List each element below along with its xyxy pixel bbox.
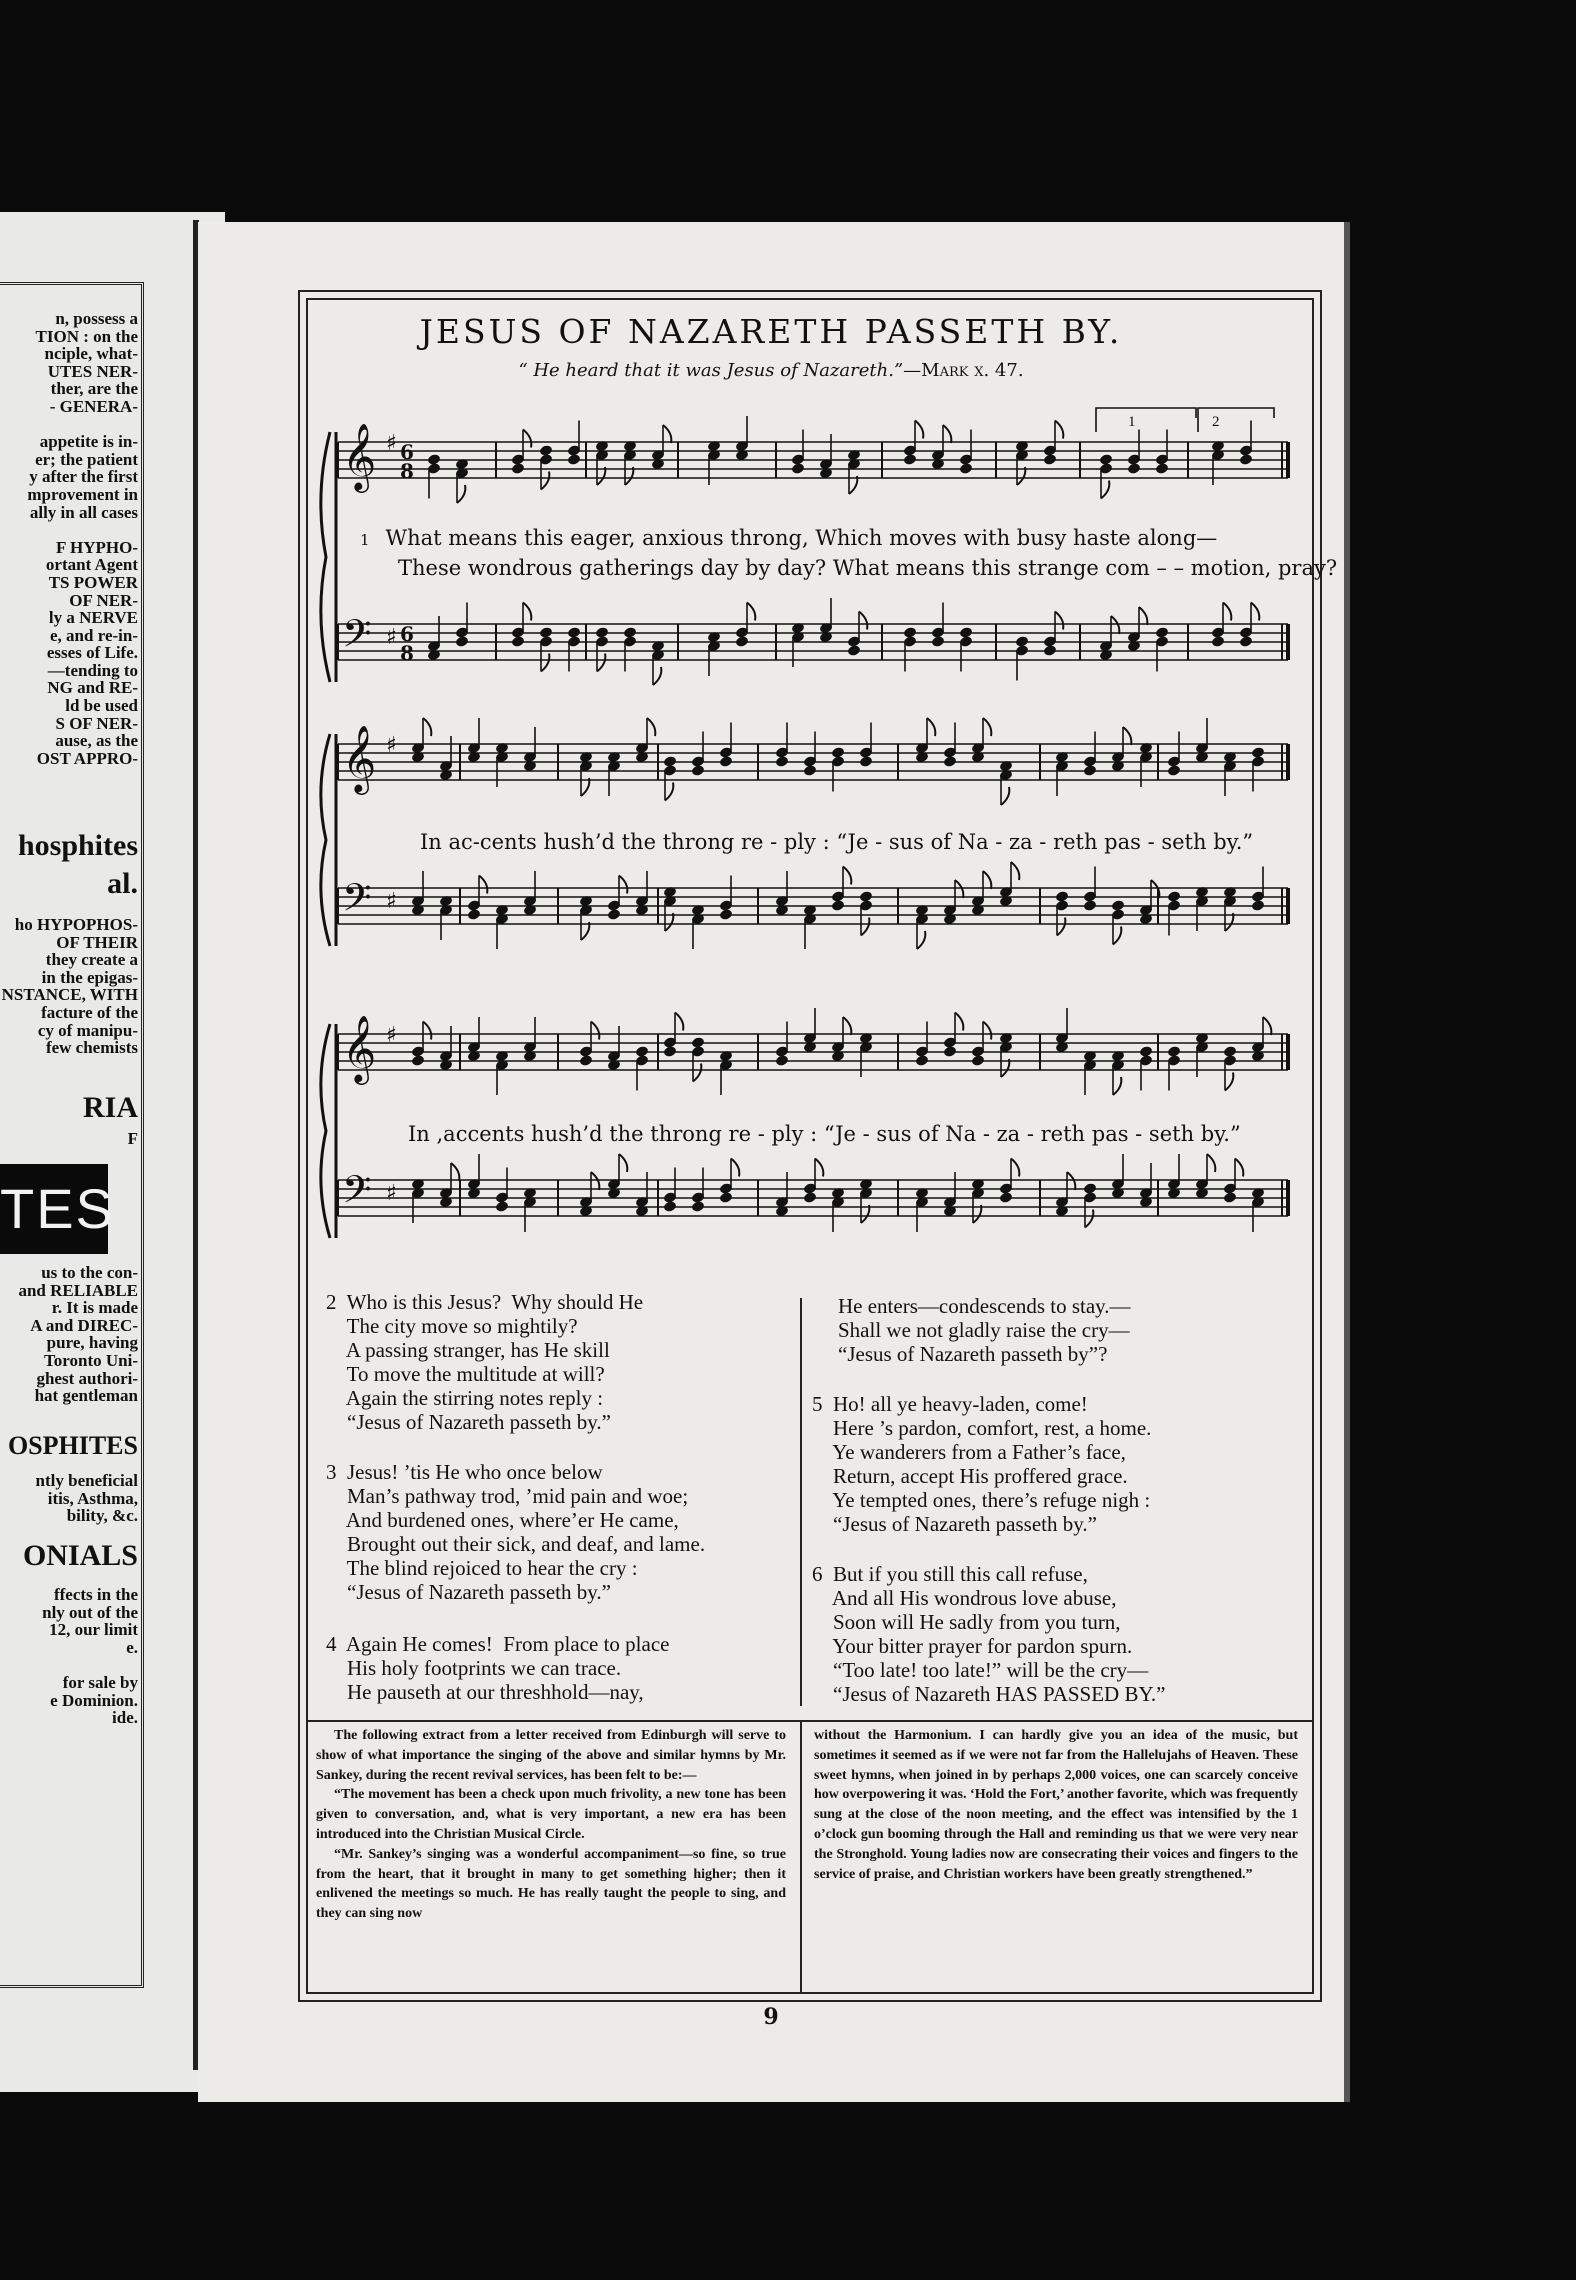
left-page-line: e, and re-in- bbox=[50, 625, 138, 645]
note-flag bbox=[693, 1064, 701, 1082]
treble-clef: 𝄞 bbox=[342, 1014, 377, 1082]
column-divider bbox=[800, 1298, 802, 1706]
verse-3 bbox=[326, 1460, 705, 1604]
note-head bbox=[943, 755, 957, 768]
verse-line: Again the stirring notes reply : bbox=[326, 1386, 604, 1410]
time-signature: 8 bbox=[400, 641, 414, 665]
note-head bbox=[495, 1200, 509, 1213]
verse-line: “Jesus of Nazareth passeth by.” bbox=[812, 1512, 1097, 1536]
verse-line: Your bitter prayer for pardon spurn. bbox=[812, 1634, 1133, 1658]
left-page-line: er; the patient bbox=[35, 449, 138, 469]
note-flag bbox=[1225, 1073, 1233, 1091]
note-head bbox=[803, 1191, 817, 1204]
note-head bbox=[579, 1054, 593, 1067]
verse-line: Man’s pathway trod, ’mid pain and woe; bbox=[326, 1484, 689, 1508]
verse-line: And burdened ones, where’er He came, bbox=[326, 1508, 679, 1532]
left-page-text-bottom bbox=[0, 1586, 138, 1727]
note-flag bbox=[675, 1013, 683, 1031]
note-flag bbox=[591, 1022, 599, 1040]
note-head bbox=[467, 908, 481, 921]
note-head bbox=[791, 462, 805, 475]
left-page-line: OF NER- bbox=[69, 590, 138, 610]
note-flag bbox=[927, 718, 935, 736]
note-flag bbox=[943, 425, 951, 443]
note-head bbox=[915, 1054, 929, 1067]
note-head bbox=[999, 1191, 1013, 1204]
note-flag bbox=[983, 718, 991, 736]
note-flag bbox=[1235, 1159, 1243, 1177]
verse-line: The blind rejoiced to hear the cry : bbox=[326, 1556, 638, 1580]
note-flag bbox=[1011, 862, 1019, 880]
note-head bbox=[1043, 644, 1057, 657]
left-page-line bbox=[0, 416, 138, 434]
left-page-line: y after the first bbox=[29, 467, 138, 487]
left-page-line: UTES NER- bbox=[47, 361, 138, 381]
note-flag bbox=[541, 654, 549, 672]
note-flag bbox=[423, 718, 431, 736]
note-head bbox=[1211, 635, 1225, 648]
verse-line: To move the multitude at will? bbox=[326, 1362, 605, 1386]
left-page-line: ally in all cases bbox=[29, 502, 138, 522]
note-head bbox=[719, 1191, 733, 1204]
volta-bracket-1 bbox=[1096, 408, 1196, 432]
left-page-line: r. It is made bbox=[51, 1298, 138, 1318]
notes-column-divider bbox=[800, 1722, 802, 1992]
verse-line: 6 But if you still this call refuse, bbox=[812, 1562, 1088, 1586]
verse-line: Ye tempted ones, there’s refuge nigh : bbox=[812, 1488, 1151, 1512]
left-page-line: OF THEIR bbox=[56, 932, 138, 952]
left-page-line bbox=[0, 521, 138, 539]
note-flag bbox=[663, 425, 671, 443]
note-flag bbox=[955, 1013, 963, 1031]
hymn-title: JESUS OF NAZARETH PASSETH BY. bbox=[419, 312, 1123, 351]
scripture-reference: Mark x. 47. bbox=[921, 360, 1024, 381]
note-flag bbox=[917, 931, 925, 949]
key-sharp: ♯ bbox=[386, 1023, 397, 1048]
left-page-heading-small: F bbox=[127, 1130, 138, 1148]
left-page-line: few chemists bbox=[45, 1038, 138, 1057]
left-page-line: facture of the bbox=[41, 1002, 138, 1022]
left-page-line: e Dominion. bbox=[50, 1690, 138, 1710]
left-page-banner: TES bbox=[0, 1164, 108, 1254]
left-page-line: itis, Asthma, bbox=[47, 1488, 138, 1508]
note-head bbox=[803, 764, 817, 777]
note-flag bbox=[983, 871, 991, 889]
note-flag bbox=[1011, 1159, 1019, 1177]
verse-line: Return, accept His proffered grace. bbox=[812, 1464, 1128, 1488]
note-head bbox=[1239, 453, 1253, 466]
verse-line: Brought out their sick, and deaf, and lame. bbox=[326, 1532, 706, 1556]
note-flag bbox=[665, 783, 673, 801]
note-head bbox=[511, 635, 525, 648]
left-page-line: us to the con- bbox=[41, 1264, 138, 1282]
left-page-line: ther, are the bbox=[50, 379, 138, 399]
note-head bbox=[1083, 764, 1097, 777]
note-flag bbox=[843, 1017, 851, 1035]
note-head bbox=[663, 1200, 677, 1213]
note-flag bbox=[1111, 616, 1119, 634]
page-number: 9 bbox=[763, 2004, 779, 2030]
note-head bbox=[607, 908, 621, 921]
notes-right-column bbox=[814, 1726, 1298, 1884]
verse-line: “Too late! too late!” will be the cry— bbox=[812, 1658, 1149, 1682]
adjacent-left-page bbox=[0, 212, 225, 2092]
verse-line: “Jesus of Nazareth passeth by”? bbox=[838, 1342, 1108, 1366]
note-flag bbox=[861, 918, 869, 936]
verse-line: And all His wondrous love abuse, bbox=[812, 1586, 1117, 1610]
note-flag bbox=[647, 718, 655, 736]
note-head bbox=[971, 1054, 985, 1067]
left-page-line: - GENERA- bbox=[49, 396, 138, 416]
note-head bbox=[411, 1054, 425, 1067]
bass-clef: 𝄢 bbox=[342, 1167, 372, 1221]
note-head bbox=[831, 899, 845, 912]
left-page-text-low2 bbox=[0, 1472, 138, 1525]
note-flag bbox=[843, 867, 851, 885]
left-page-line: pure, having bbox=[46, 1333, 138, 1353]
bass-clef: 𝄢 bbox=[342, 611, 372, 665]
note-flag bbox=[451, 1163, 459, 1181]
verse-4-continued bbox=[838, 1294, 1131, 1366]
left-page-line: TION : on the bbox=[35, 326, 138, 346]
left-page-line: —tending to bbox=[47, 660, 138, 680]
time-signature: 6 bbox=[400, 622, 414, 646]
note-head bbox=[1155, 462, 1169, 475]
verse-line: Soon will He sadly from you turn, bbox=[812, 1610, 1121, 1634]
verse-line: A passing stranger, has He skill bbox=[326, 1338, 610, 1362]
note-flag bbox=[1113, 1077, 1121, 1095]
left-page-line: ortant Agent bbox=[45, 555, 138, 575]
verse-line: 2 Who is this Jesus? Why should He bbox=[326, 1290, 644, 1314]
left-page-heading: hosphites bbox=[17, 829, 138, 862]
note-head bbox=[847, 644, 861, 657]
key-sharp: ♯ bbox=[386, 431, 397, 456]
verse-line: Here ’s pardon, comfort, rest, a home. bbox=[812, 1416, 1152, 1440]
left-page-line: ld be used bbox=[65, 696, 138, 716]
note-flag bbox=[1123, 727, 1131, 745]
verse-6 bbox=[812, 1562, 1166, 1706]
notes-paragraph: “Mr. Sankey’s singing was a wonderful accompaniment—so fine, so true from the heart, that it brought in many to get something higher; then it enlivened the meetings so much. He has really taught the people to sing, and they can sing now bbox=[316, 1846, 786, 1922]
left-page-line: F HYPHO- bbox=[56, 537, 138, 557]
verse-line: He pauseth at our threshhold—nay, bbox=[326, 1680, 644, 1704]
system-brace bbox=[321, 734, 330, 946]
left-page-line: ly a NERVE bbox=[48, 608, 138, 628]
left-page-heading: al. bbox=[107, 867, 138, 900]
left-page-line: and RELIABLE bbox=[18, 1280, 138, 1300]
note-flag bbox=[1001, 787, 1009, 805]
note-head bbox=[567, 453, 581, 466]
notes-left-column bbox=[316, 1726, 786, 1924]
note-head bbox=[455, 635, 469, 648]
left-page-line: NSTANCE, WITH bbox=[1, 985, 138, 1005]
note-flag bbox=[747, 603, 755, 621]
note-flag bbox=[1251, 603, 1259, 621]
time-signature: 6 bbox=[400, 440, 414, 464]
note-flag bbox=[1101, 481, 1109, 499]
note-flag bbox=[1057, 918, 1065, 936]
left-page-line: n, possess a bbox=[55, 310, 138, 328]
verse-line: “Jesus of Nazareth HAS PASSED BY.” bbox=[812, 1682, 1166, 1706]
verse-line: The city move so mightily? bbox=[326, 1314, 578, 1338]
note-flag bbox=[653, 667, 661, 685]
lyric-line-3: In ,accents hush’d the throng re - ply : “Je - sus of Na - za - reth pas - seth by.” bbox=[408, 1122, 1241, 1146]
note-head bbox=[943, 1045, 957, 1058]
left-page-line: mprovement in bbox=[27, 484, 138, 504]
note-head bbox=[903, 453, 917, 466]
volta-number: 2 bbox=[1212, 414, 1220, 430]
verse-line: 3 Jesus! ’tis He who once below bbox=[326, 1460, 603, 1484]
note-head bbox=[775, 755, 789, 768]
note-flag bbox=[731, 1159, 739, 1177]
left-page-text-low bbox=[0, 1264, 138, 1405]
note-head bbox=[691, 1200, 705, 1213]
note-flag bbox=[457, 485, 465, 503]
note-head bbox=[1251, 899, 1265, 912]
left-page-line: S OF NER- bbox=[55, 713, 138, 733]
note-flag bbox=[859, 612, 867, 630]
note-head bbox=[1043, 453, 1057, 466]
lyric-line-1a bbox=[360, 526, 1217, 550]
note-flag bbox=[523, 603, 531, 621]
note-head bbox=[719, 908, 733, 921]
verse-line: His holy footprints we can trace. bbox=[326, 1656, 622, 1680]
verse-number: 1 bbox=[360, 531, 370, 549]
note-flag bbox=[479, 876, 487, 894]
note-flag bbox=[1055, 421, 1063, 439]
note-head bbox=[859, 755, 873, 768]
notes-top-rule bbox=[306, 1720, 1312, 1722]
note-flag bbox=[1113, 927, 1121, 945]
left-page-heading: ONIALS bbox=[22, 1539, 138, 1572]
left-page-line: A and DIREC- bbox=[30, 1315, 138, 1335]
note-flag bbox=[1139, 607, 1147, 625]
left-page-line: OST APPRO- bbox=[36, 748, 138, 768]
note-flag bbox=[1207, 1154, 1215, 1172]
note-flag bbox=[1263, 1017, 1271, 1035]
hymn-page bbox=[198, 222, 1344, 2102]
key-sharp: ♯ bbox=[386, 889, 397, 914]
note-flag bbox=[1067, 1172, 1075, 1190]
note-flag bbox=[1085, 1210, 1093, 1228]
note-flag bbox=[597, 654, 605, 672]
verse-line: “Jesus of Nazareth passeth by.” bbox=[326, 1580, 611, 1604]
note-head bbox=[1223, 1191, 1237, 1204]
left-page-line: ho HYPOPHOS- bbox=[14, 916, 138, 934]
note-head bbox=[1083, 899, 1097, 912]
volta-bracket-2 bbox=[1198, 408, 1274, 432]
left-page-line: NG and RE- bbox=[47, 678, 138, 698]
key-sharp: ♯ bbox=[386, 733, 397, 758]
left-page-line: ide. bbox=[112, 1708, 138, 1727]
note-head bbox=[691, 764, 705, 777]
note-flag bbox=[619, 1154, 627, 1172]
volta-number: 1 bbox=[1128, 414, 1136, 430]
note-head bbox=[719, 755, 733, 768]
system-brace bbox=[321, 1024, 330, 1238]
time-signature: 8 bbox=[400, 459, 414, 483]
verse-line: 4 Again He comes! From place to place bbox=[326, 1632, 670, 1656]
verse-4 bbox=[326, 1632, 669, 1704]
left-page-heading: RIA bbox=[82, 1091, 138, 1124]
left-page-heading: OSPHITES bbox=[7, 1431, 138, 1460]
note-flag bbox=[541, 472, 549, 490]
left-page-line: cy of manipu- bbox=[37, 1020, 138, 1040]
left-page-line: for sale by bbox=[62, 1672, 138, 1692]
note-head bbox=[735, 635, 749, 648]
left-page-line: hat gentleman bbox=[34, 1386, 138, 1405]
verse-2 bbox=[326, 1290, 643, 1434]
lyric-line-1b: These wondrous gatherings day by day? What means this strange com – – motion, pray? bbox=[398, 556, 1338, 580]
subtitle-quote: “ He heard that it was Jesus of Nazareth.”— bbox=[518, 360, 922, 381]
left-page-line: e. bbox=[126, 1637, 138, 1657]
notes-paragraph: without the Harmonium. I can hardly give you an idea of the music, but sometimes it seemed as if we were not far from the Hallelujahs of Heaven. These sweet hymns, when joined in by perhaps 2,000 voices, one can scarcely conceive how overpowering it was. ‘Hold the Fort,’ another favorite, which was frequently sung at the close of the noon meeting, and the effect was intensified by the 1 o’clock gun booming through the Hall and reminding us that we were very near the Stronghold. Young ladies now are consecrating their voices and fingers to the service of praise, and Christian workers have been greatly strengthened.” bbox=[814, 1728, 1298, 1882]
left-page-line: TS POWER bbox=[48, 572, 138, 592]
note-head bbox=[663, 1045, 677, 1058]
left-page-line: ntly beneficial bbox=[35, 1472, 138, 1490]
system-brace bbox=[321, 432, 330, 682]
left-page-line: nciple, what- bbox=[44, 344, 138, 364]
left-page-line: appetite is in- bbox=[39, 432, 138, 452]
left-page-text-mid bbox=[0, 916, 138, 1057]
verse-line: Shall we not gladly raise the cry— bbox=[838, 1318, 1130, 1342]
treble-clef: 𝄞 bbox=[342, 724, 377, 792]
left-page-line: esses of Life. bbox=[46, 643, 138, 663]
note-flag bbox=[815, 1159, 823, 1177]
note-head bbox=[931, 635, 945, 648]
verse-line: 5 Ho! all ye heavy-laden, come! bbox=[812, 1392, 1088, 1416]
note-flag bbox=[983, 1022, 991, 1040]
left-page-line: in the epigas- bbox=[41, 967, 138, 987]
left-page-line: ause, as the bbox=[55, 731, 138, 751]
left-page-line: nly out of the bbox=[42, 1602, 138, 1622]
verse-line: He enters—condescends to stay.— bbox=[838, 1294, 1131, 1318]
lyric-text: What means this eager, anxious throng, Which moves with busy haste along— bbox=[385, 526, 1218, 550]
note-head bbox=[959, 462, 973, 475]
verse-line: “Jesus of Nazareth passeth by.” bbox=[326, 1410, 611, 1434]
key-sharp: ♯ bbox=[386, 625, 397, 650]
note-head bbox=[511, 462, 525, 475]
left-page-line: 12, our limit bbox=[49, 1620, 138, 1640]
verse-line: Ye wanderers from a Father’s face, bbox=[812, 1440, 1126, 1464]
note-flag bbox=[523, 430, 531, 448]
left-page-line: Toronto Uni- bbox=[44, 1350, 138, 1370]
note-flag bbox=[591, 1172, 599, 1190]
left-page-line: bility, &c. bbox=[66, 1506, 138, 1525]
treble-clef: 𝄞 bbox=[342, 422, 377, 490]
verse-5 bbox=[812, 1392, 1151, 1536]
note-head bbox=[775, 1054, 789, 1067]
key-sharp: ♯ bbox=[386, 1181, 397, 1206]
note-head bbox=[1239, 635, 1253, 648]
note-head bbox=[1167, 764, 1181, 777]
note-flag bbox=[915, 421, 923, 439]
left-page-line: they create a bbox=[45, 950, 138, 970]
lyric-line-2: In ac-cents hush’d the throng re - ply : “Je - sus of Na - za - reth pas - seth by.” bbox=[420, 830, 1254, 854]
note-flag bbox=[1055, 612, 1063, 630]
bass-clef: 𝄢 bbox=[342, 875, 372, 929]
note-flag bbox=[955, 880, 963, 898]
left-page-line: ghest authori- bbox=[36, 1368, 138, 1388]
left-page-text-top bbox=[0, 310, 138, 767]
left-page-line: ffects in the bbox=[53, 1586, 138, 1604]
notes-paragraph: “The movement has been a check upon much frivolity, a new tone has been given to conversation, and, what is very important, a new era has been introduced into the Christian Musical Circle. bbox=[316, 1787, 786, 1842]
note-flag bbox=[1223, 603, 1231, 621]
note-flag bbox=[423, 1022, 431, 1040]
notes-paragraph: The following extract from a letter received from Edinburgh will serve to show of what importance the singing of the above and similar hymns by Mr. Sankey, during the recent revival services, has been felt to be:— bbox=[316, 1728, 786, 1783]
left-page-line bbox=[0, 1656, 138, 1674]
note-flag bbox=[619, 876, 627, 894]
note-head bbox=[1127, 462, 1141, 475]
